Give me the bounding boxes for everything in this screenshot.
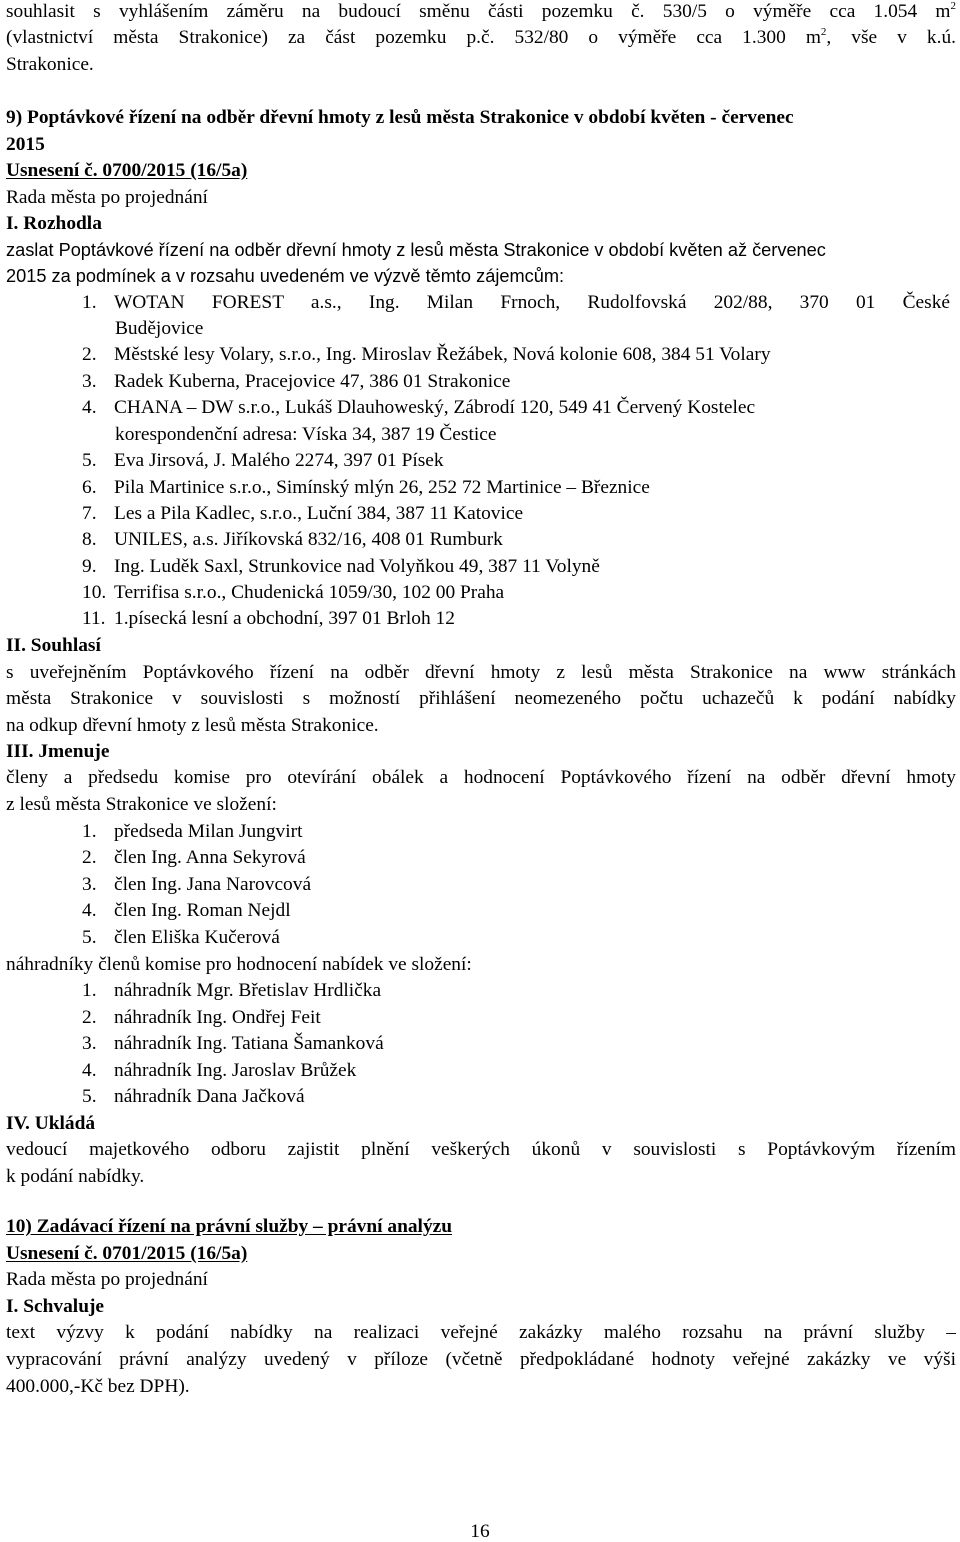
list-item: 5. člen Eliška Kučerová	[82, 927, 280, 948]
list-item-cont: korespondenční adresa: Víska 34, 387 19 Čestice	[115, 424, 497, 445]
part-iv-title: IV. Ukládá	[6, 1113, 96, 1134]
part-iii-line-2: z lesů města Strakonice ve složení:	[6, 794, 277, 815]
section-9-heading: 9) Poptávkové řízení na odběr dřevní hmoty z lesů města Strakonice v období květen - červenec	[6, 107, 794, 128]
page-number: 16	[470, 1521, 490, 1542]
schvaluje-line-3: 400.000,-Kč bez DPH).	[6, 1376, 190, 1397]
part-ii-line-3: na odkup dřevní hmoty z lesů města Strakonice.	[6, 715, 379, 736]
list-item: 8. UNILES, a.s. Jiříkovská 832/16, 408 01 Rumburk	[82, 529, 503, 550]
part-iv-line-1: vedoucí majetkového odboru zajistit plnění veškerých úkonů v souvislosti s Poptávkovým řízením	[6, 1139, 956, 1160]
part-ii-line-1: s uveřejněním Poptávkového řízení na odběr dřevní hmoty z lesů města Strakonice na www stránkách	[6, 662, 956, 683]
list-item: 10. Terrifisa s.r.o., Chudenická 1059/30, 102 00 Praha	[82, 582, 505, 603]
schvaluje-title: I. Schvaluje	[6, 1296, 105, 1317]
list-item: 1. WOTAN FOREST a.s., Ing. Milan Frnoch, Rudolfovská 202/88, 370 01 České	[82, 292, 950, 313]
resolution-0701: Usnesení č. 0701/2015 (16/5a)	[6, 1243, 248, 1264]
intro-line-1: souhlasit s vyhlášením záměru na budoucí směnu části pozemku č. 530/5 o výměře cca 1.054 $m^2$	[6, 0, 956, 22]
intro-line-2: (vlastnictví města Strakonice) za část pozemku p.č. 532/80 o výměře cca 1.300 $m^2$, vše v k.ú.	[6, 26, 956, 48]
list-item: 7. Les a Pila Kadlec, s.r.o., Luční 384, 387 11 Katovice	[82, 503, 524, 524]
council-note: Rada města po projednání	[6, 187, 208, 208]
part-iii-title: III. Jmenuje	[6, 741, 110, 762]
schvaluje-line-1: text výzvy k podání nabídky na realizaci veřejné zakázky malého rozsahu na právní služby –	[6, 1322, 956, 1343]
list-item: 3. Radek Kuberna, Pracejovice 47, 386 01 Strakonice	[82, 371, 511, 392]
list-item-cont: Budějovice	[115, 318, 204, 339]
list-item: 5. Eva Jirsová, J. Malého 2274, 397 01 Písek	[82, 450, 444, 471]
part-iii-line-1: členy a předsedu komise pro otevírání obálek a hodnocení Poptávkového řízení na odběr dřevní hmoty	[6, 767, 956, 788]
part-ii-title: II. Souhlasí	[6, 635, 101, 656]
list-item: 2. Městské lesy Volary, s.r.o., Ing. Miroslav Řežábek, Nová kolonie 608, 384 51 Volary	[82, 344, 771, 365]
resolution-0700: Usnesení č. 0700/2015 (16/5a)	[6, 160, 248, 181]
list-item: 2. náhradník Ing. Ondřej Feit	[82, 1007, 321, 1028]
list-item: 6. Pila Martinice s.r.o., Simínský mlýn 26, 252 72 Martinice – Březnice	[82, 477, 650, 498]
list-item: 1. náhradník Mgr. Břetislav Hrdlička	[82, 980, 382, 1001]
list-item: 5. náhradník Dana Jačková	[82, 1086, 305, 1107]
part-iv-line-2: k podání nabídky.	[6, 1166, 145, 1187]
substitutes-intro: náhradníky členů komise pro hodnocení nabídek ve složení:	[6, 954, 472, 975]
intro-line-3: Strakonice.	[6, 54, 94, 75]
list-item: 4. CHANA – DW s.r.o., Lukáš Dlauhoweský, Zábrodí 120, 549 41 Červený Kostelec	[82, 397, 756, 418]
section-9-heading-cont: 2015	[6, 134, 45, 155]
list-item: 1. předseda Milan Jungvirt	[82, 821, 303, 842]
council-note: Rada města po projednání	[6, 1269, 208, 1290]
list-item: 4. člen Ing. Roman Nejdl	[82, 900, 291, 921]
list-item: 4. náhradník Ing. Jaroslav Brůžek	[82, 1060, 357, 1081]
list-item: 11. 1.písecká lesní a obchodní, 397 01 Brloh 12	[82, 608, 455, 629]
list-item: 3. náhradník Ing. Tatiana Šamanková	[82, 1033, 384, 1054]
list-item: 9. Ing. Luděk Saxl, Strunkovice nad Volyňkou 49, 387 11 Volyně	[82, 556, 600, 577]
schvaluje-line-2: vypracování právní analýzy uvedený v příloze (včetně předpokládané hodnoty veřejné zakázky ve výši	[6, 1349, 956, 1370]
part-i-title: I. Rozhodla	[6, 213, 102, 234]
list-item: 2. člen Ing. Anna Sekyrová	[82, 847, 306, 868]
section-10-heading: 10) Zadávací řízení na právní služby – právní analýzu	[6, 1216, 453, 1237]
part-ii-line-2: města Strakonice v souvislosti s možností přihlášení neomezeného počtu uchazečů k podání nabídky	[6, 688, 956, 709]
list-item: 3. člen Ing. Jana Narovcová	[82, 874, 312, 895]
part-i-text-2: 2015 za podmínek a v rozsahu uvedeném ve výzvě těmto zájemcům:	[6, 266, 565, 286]
part-i-text-1: zaslat Poptávkové řízení na odběr dřevní hmoty z lesů města Strakonice v období květen až červenec	[6, 240, 826, 260]
